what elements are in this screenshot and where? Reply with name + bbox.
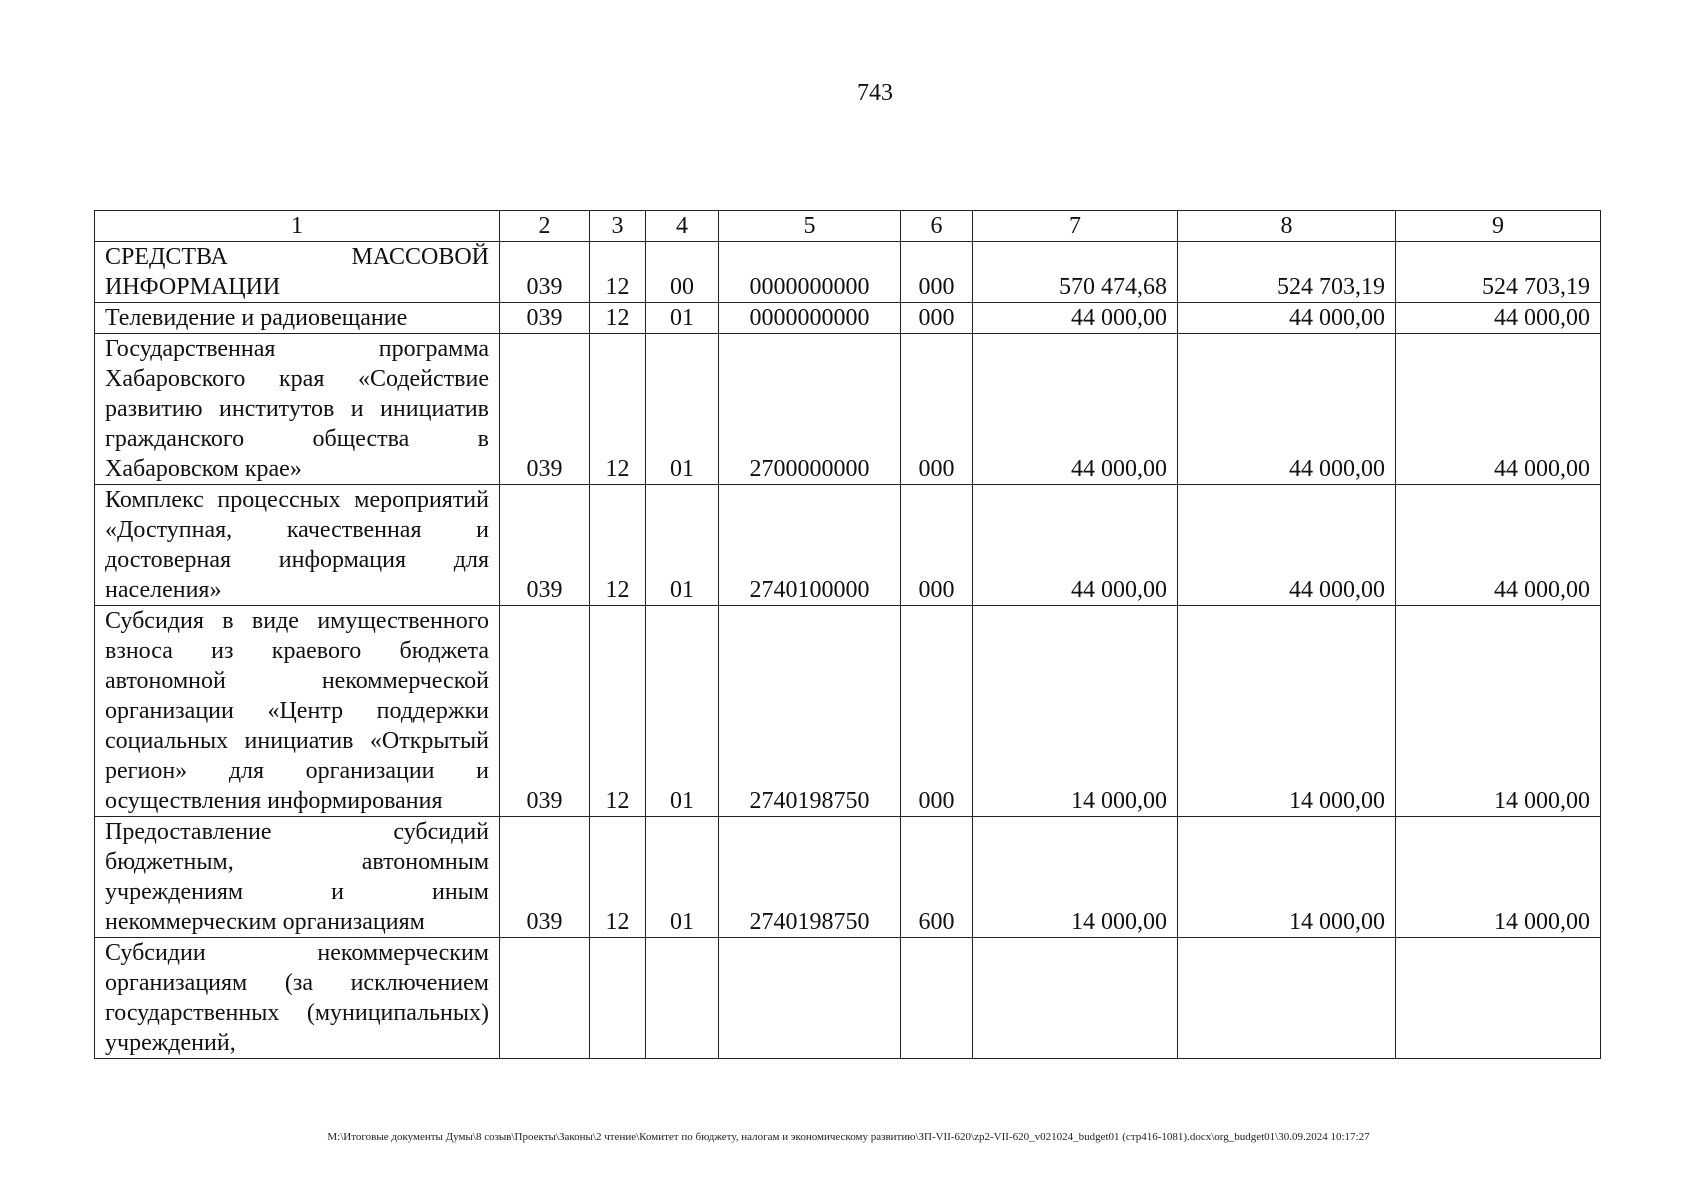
table-row: [95, 242, 1601, 303]
cell-c6: 000: [901, 303, 973, 334]
cell-c3: 12: [590, 303, 646, 334]
cell-c7: 14 000,00: [973, 606, 1178, 817]
column-header: 3: [590, 211, 646, 242]
cell-c9: 44 000,00: [1396, 485, 1601, 606]
page-number: 743: [857, 80, 893, 106]
cell-c7: 44 000,00: [973, 334, 1178, 485]
cell-c7: 44 000,00: [973, 303, 1178, 334]
cell-c6: 000: [901, 242, 973, 303]
row-name: Субсидии некоммерческим организациям (за исключением государственных (муниципальных) учреждений,: [95, 938, 500, 1059]
cell-c3: 12: [590, 334, 646, 485]
cell-c6: 000: [901, 485, 973, 606]
cell-c5: 0000000000: [719, 303, 901, 334]
cell-c4: 01: [646, 817, 719, 938]
column-header: 7: [973, 211, 1178, 242]
file-path-footer: M:\Итоговые документы Думы\8 созыв\Проекты\Законы\2 чтение\Комитет по бюджету, налогам и экономическому развитию\ЗП-VII-620\zp2-VII-620_v021024_budget01 (стр416-1081).docx\org_budget01\30.09.2024 10:17:27: [327, 1131, 1370, 1143]
cell-c5: 0000000000: [719, 242, 901, 303]
cell-c2: 039: [500, 606, 590, 817]
cell-c4: 01: [646, 485, 719, 606]
column-header: 9: [1396, 211, 1601, 242]
column-header: 4: [646, 211, 719, 242]
cell-c8: 44 000,00: [1178, 485, 1396, 606]
cell-c4: 01: [646, 303, 719, 334]
cell-c9: 524 703,19: [1396, 242, 1601, 303]
cell-c8: 524 703,19: [1178, 242, 1396, 303]
column-header: 8: [1178, 211, 1396, 242]
cell-c3: 12: [590, 606, 646, 817]
cell-c3: [590, 938, 646, 1059]
cell-c2: 039: [500, 817, 590, 938]
cell-c2: 039: [500, 242, 590, 303]
cell-c2: 039: [500, 303, 590, 334]
column-header: 6: [901, 211, 973, 242]
cell-c5: 2740198750: [719, 606, 901, 817]
cell-c4: 01: [646, 606, 719, 817]
cell-c5: 2740198750: [719, 817, 901, 938]
cell-c8: [1178, 938, 1396, 1059]
cell-c7: [973, 938, 1178, 1059]
row-name: Комплекс процессных мероприятий «Доступная, качественная и достоверная информация для населения»: [95, 485, 500, 606]
cell-c5: [719, 938, 901, 1059]
cell-c8: 44 000,00: [1178, 334, 1396, 485]
row-name: Субсидия в виде имущественного взноса из краевого бюджета автономной некоммерческой организации «Центр поддержки социальных инициатив «Открытый регион» для организации и осуществления информирования: [95, 606, 500, 817]
cell-c4: 00: [646, 242, 719, 303]
cell-c4: [646, 938, 719, 1059]
budget-table: [94, 210, 1601, 1059]
row-name: СРЕДСТВА МАССОВОЙ ИНФОРМАЦИИ: [95, 242, 500, 303]
table-header-row: [95, 211, 1601, 242]
row-name: Предоставление субсидий бюджетным, автономным учреждениям и иным некоммерческим организациям: [95, 817, 500, 938]
cell-c7: 14 000,00: [973, 817, 1178, 938]
row-name: Государственная программа Хабаровского края «Содействие развитию институтов и инициатив гражданского общества в Хабаровском крае»: [95, 334, 500, 485]
table-row: [95, 485, 1601, 606]
table-row: [95, 606, 1601, 817]
cell-c3: 12: [590, 485, 646, 606]
cell-c3: 12: [590, 242, 646, 303]
cell-c9: 44 000,00: [1396, 303, 1601, 334]
cell-c6: [901, 938, 973, 1059]
cell-c9: 14 000,00: [1396, 606, 1601, 817]
table-row: [95, 334, 1601, 485]
cell-c8: 14 000,00: [1178, 606, 1396, 817]
cell-c6: 600: [901, 817, 973, 938]
cell-c9: [1396, 938, 1601, 1059]
cell-c2: [500, 938, 590, 1059]
cell-c8: 44 000,00: [1178, 303, 1396, 334]
cell-c8: 14 000,00: [1178, 817, 1396, 938]
row-name: Телевидение и радиовещание: [95, 303, 500, 334]
cell-c4: 01: [646, 334, 719, 485]
cell-c7: 570 474,68: [973, 242, 1178, 303]
cell-c9: 14 000,00: [1396, 817, 1601, 938]
column-header: 5: [719, 211, 901, 242]
cell-c9: 44 000,00: [1396, 334, 1601, 485]
cell-c2: 039: [500, 485, 590, 606]
table-row: [95, 938, 1601, 1059]
column-header: 2: [500, 211, 590, 242]
cell-c6: 000: [901, 606, 973, 817]
column-header: 1: [95, 211, 500, 242]
cell-c2: 039: [500, 334, 590, 485]
cell-c3: 12: [590, 817, 646, 938]
cell-c7: 44 000,00: [973, 485, 1178, 606]
cell-c5: 2740100000: [719, 485, 901, 606]
table-row: [95, 817, 1601, 938]
table-row: [95, 303, 1601, 334]
cell-c6: 000: [901, 334, 973, 485]
cell-c5: 2700000000: [719, 334, 901, 485]
